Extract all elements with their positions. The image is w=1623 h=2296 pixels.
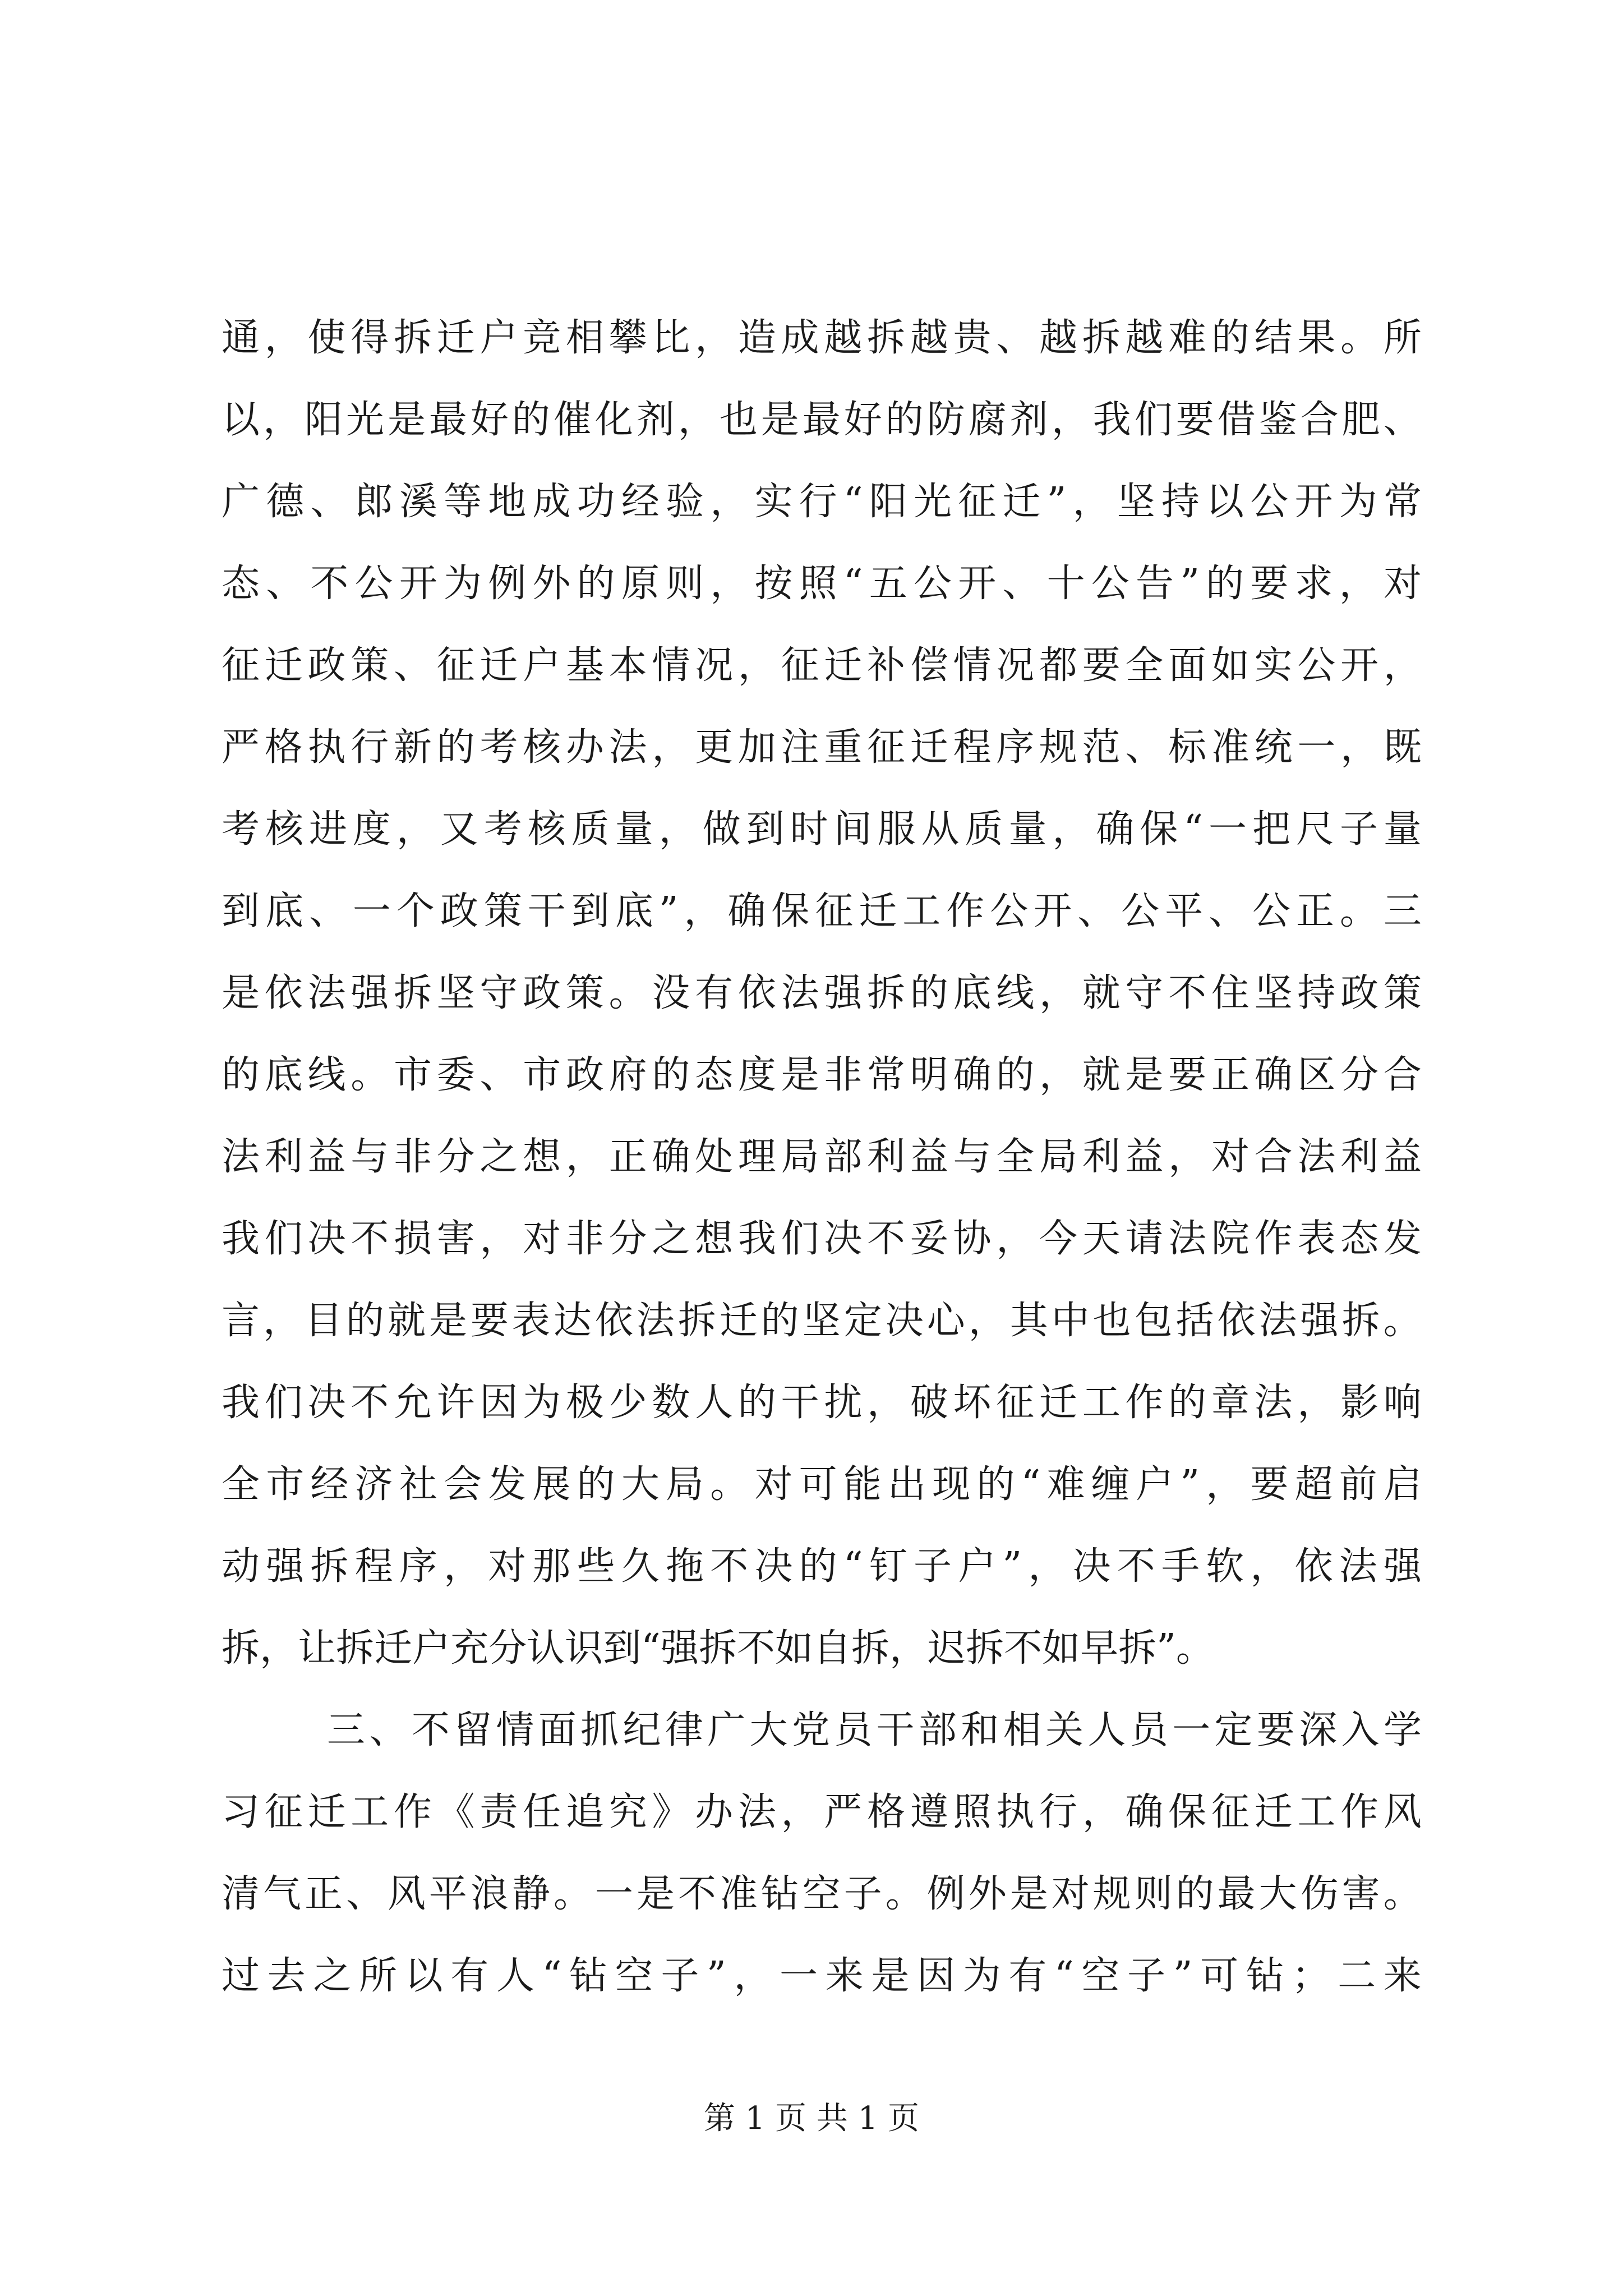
text-line: 言 ， 目 的 就 是 要 表 达 依 法 拆 迁 的 坚 定 决 心 ， 其 中 也 包 括 依 法 强 拆 。 bbox=[222, 1299, 1422, 1343]
body-text bbox=[222, 297, 1422, 2017]
text-line: 严 格 执 行 新 的 考 核 办 法 ， 更 加 注 重 征 迁 程 序 规 范 、 标 准 统 一 ， 既 bbox=[222, 725, 1422, 770]
text-line: 我 们 决 不 损 害 ， 对 非 分 之 想 我 们 决 不 妥 协 ， 今 天 请 法 院 作 表 态 发 bbox=[222, 1217, 1422, 1261]
text-line: 是 依 法 强 拆 坚 守 政 策 。 没 有 依 法 强 拆 的 底 线 ， 就 守 不 住 坚 持 政 策 bbox=[222, 971, 1422, 1015]
text-line: 通 ， 使 得 拆 迁 户 竞 相 攀 比 ， 造 成 越 拆 越 贵 、 越 拆 越 难 的 结 果 。 所 bbox=[222, 316, 1422, 360]
text-line: 的 底 线 。 市 委 、 市 政 府 的 态 度 是 非 常 明 确 的 ， 就 是 要 正 确 区 分 合 bbox=[222, 1053, 1422, 1097]
text-line: 到 底 、 一 个 政 策 干 到 底 ” ， 确 保 征 迁 工 作 公 开 、 公 平 、 公 正 。 三 bbox=[222, 889, 1422, 933]
text-line: 全 市 经 济 社 会 发 展 的 大 局 。 对 可 能 出 现 的 “ 难 缠 户 ” ， 要 超 前 启 bbox=[222, 1462, 1422, 1507]
text-line: 拆 ， 让 拆 迁 户 充 分 认 识 到 “ 强 拆 不 如 自 拆 ， 迟 拆 不 如 早 拆 ” 。 bbox=[222, 1626, 1214, 1671]
text-line: 过 去 之 所 以 有 人 “ 钻 空 子 ” ， 一 来 是 因 为 有 “ 空 子 ” 可 钻 ； 二 来 bbox=[222, 1954, 1422, 1998]
text-line: 以 ， 阳 光 是 最 好 的 催 化 剂 ， 也 是 最 好 的 防 腐 剂 ， 我 们 要 借 鉴 合 肥 、 bbox=[222, 398, 1422, 442]
text-line: 我 们 决 不 允 许 因 为 极 少 数 人 的 干 扰 ， 破 坏 征 迁 工 作 的 章 法 ， 影 响 bbox=[222, 1381, 1422, 1425]
text-line: 考 核 进 度 ， 又 考 核 质 量 ， 做 到 时 间 服 从 质 量 ， 确 保 “ 一 把 尺 子 量 bbox=[222, 807, 1422, 852]
text-line: 习 征 迁 工 作 《 责 任 追 究 》 办 法 ， 严 格 遵 照 执 行 ， 确 保 征 迁 工 作 风 bbox=[222, 1790, 1422, 1834]
text-line: 三 、 不 留 情 面 抓 纪 律 广 大 党 员 干 部 和 相 关 人 员 一 定 要 深 入 学 bbox=[327, 1708, 1422, 1752]
text-line: 广 德 、 郎 溪 等 地 成 功 经 验 ， 实 行 “ 阳 光 征 迁 ” ， 坚 持 以 公 开 为 常 bbox=[222, 480, 1422, 524]
text-line: 动 强 拆 程 序 ， 对 那 些 久 拖 不 决 的 “ 钉 子 户 ” ， 决 不 手 软 ， 依 法 强 bbox=[222, 1544, 1422, 1589]
text-line: 法 利 益 与 非 分 之 想 ， 正 确 处 理 局 部 利 益 与 全 局 利 益 ， 对 合 法 利 益 bbox=[222, 1135, 1422, 1179]
text-line: 清 气 正 、 风 平 浪 静 。 一 是 不 准 钻 空 子 。 例 外 是 对 规 则 的 最 大 伤 害 。 bbox=[222, 1872, 1422, 1916]
text-line: 征 迁 政 策 、 征 迁 户 基 本 情 况 ， 征 迁 补 偿 情 况 都 要 全 面 如 实 公 开 ， bbox=[222, 643, 1422, 688]
page-footer: 第 1 页 共 1 页 bbox=[703, 2100, 920, 2137]
text-line: 态 、 不 公 开 为 例 外 的 原 则 ， 按 照 “ 五 公 开 、 十 公 告 ” 的 要 求 ， 对 bbox=[222, 562, 1422, 606]
